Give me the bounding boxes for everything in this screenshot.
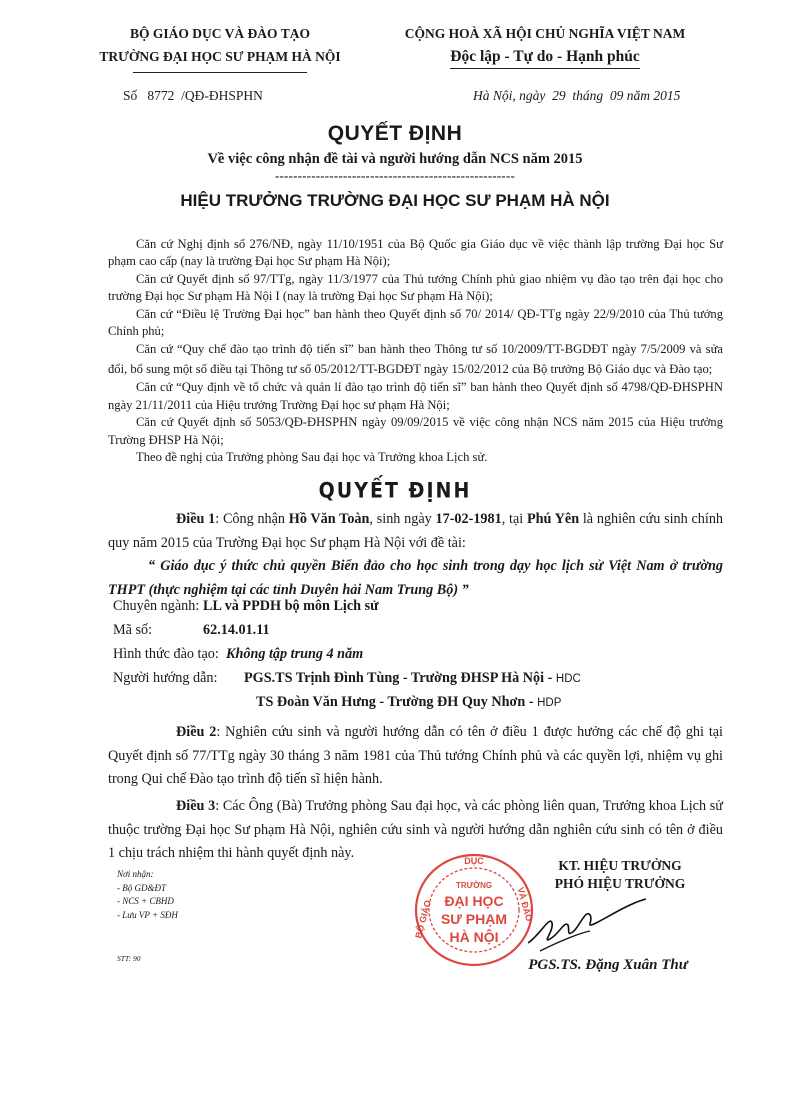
svg-text:VÀ ĐÀO: VÀ ĐÀO	[515, 886, 535, 923]
text: , sinh ngày	[369, 511, 436, 527]
student-name: Hồ Văn Toàn	[288, 511, 370, 527]
university-name: TRƯỜNG ĐẠI HỌC SƯ PHẠM HÀ NỘI	[99, 49, 341, 64]
svg-text:SƯ PHẠM: SƯ PHẠM	[440, 911, 508, 927]
thesis-title: “ Giáo dục ý thức chủ quyền Biển đảo cho học sinh trong dạy học lịch sử Việt Nam ở trường THPT (thực nghiệm tại các tỉnh Duyên hải Nam Trung Bộ) ”	[108, 558, 723, 598]
training-mode-label: Hình thức đào tạo:	[113, 646, 219, 662]
svg-text:HÀ NỘI: HÀ NỘI	[449, 929, 499, 945]
advisor-role: HDP	[537, 697, 562, 709]
text: : Công nhận	[215, 511, 289, 527]
training-mode-row	[113, 646, 364, 663]
article-text: : Nghiên cứu sinh và người hướng dẫn có tên ở điều 1 được hưởng các chế độ ghi tại Quyết định số 77/TTg ngày 30 tháng 3 năm 1981 của Thủ tướng Chính phủ và các quyền lợi, nhiệm vụ ghi trong Qui chế Đào tạo trình độ tiến sĩ hiện hành.	[108, 724, 724, 787]
basis-item: Căn cứ Quyết định số 97/TTg, ngày 11/3/1977 của Thủ tướng Chính phủ giao nhiệm vụ đào tạo trên đại học cho trường Đại học Sư phạm Hà Nội I (nay là trường Đại học Sư phạm Hà Nội);	[108, 271, 723, 304]
serial-number: STT: 90	[117, 954, 141, 963]
recipients	[117, 868, 178, 922]
basis-item: Căn cứ Quyết định số 5053/QĐ-ĐHSPHN ngày 09/09/2015 về việc công nhận NCS năm 2015 của Hiệu trưởng Trường ĐHSP Hà Nội;	[108, 415, 723, 447]
advisor-primary	[244, 670, 581, 687]
issuing-officer-title: HIỆU TRƯỞNG TRƯỜNG ĐẠI HỌC SƯ PHẠM HÀ NỘI	[180, 191, 610, 210]
advisor-secondary	[256, 694, 561, 711]
document-number: Số 8772 /QĐ-ĐHSPHN	[123, 88, 263, 103]
text: , tại	[501, 511, 527, 527]
code-label: Mã số:	[113, 622, 153, 638]
code-row	[113, 622, 270, 639]
basis-item: Theo đề nghị của Trưởng phòng Sau đại học và Trưởng khoa Lịch sử.	[136, 450, 488, 465]
article-label: Điều 2	[176, 724, 217, 740]
handwritten-signature-icon	[520, 895, 650, 955]
article-label: Điều 1	[176, 511, 216, 527]
country-name: CỘNG HOÀ XÃ HỘI CHỦ NGHĨA VIỆT NAM	[404, 26, 686, 41]
article-2	[108, 721, 723, 792]
article-1	[108, 508, 723, 602]
title-divider: -----------------------------------------------------	[274, 168, 516, 183]
article-label: Điều 3	[176, 798, 216, 814]
advisor-row	[113, 670, 581, 710]
svg-text:BỘ GIÁO: BỘ GIÁO	[413, 899, 433, 940]
basis-item: Căn cứ Nghị định số 276/NĐ, ngày 11/10/1951 của Bộ Quốc gia Giáo dục về việc thành lập trường Đại học Sư phạm cao cấp (nay là trường Đại học Sư phạm Hà Nội);	[108, 237, 723, 269]
issuing-authority	[80, 22, 360, 68]
advisor-name: PGS.TS Trịnh Đình Tùng - Trường ĐHSP Hà Nội -	[244, 670, 556, 686]
signature-line-2: PHÓ HIỆU TRƯỞNG	[554, 876, 686, 891]
svg-text:TRƯỜNG: TRƯỜNG	[455, 881, 493, 890]
article-text: : Các Ông (Bà) Trưởng phòng Sau đại học, và các phòng liên quan, Trưởng khoa Lịch sử thuộc trường Đại học Sư phạm Hà Nội, nghiên cứu sinh và người hướng dẫn nghiên cứu sinh có tên ở điều 1 chịu trách nhiệm thi hành quyết định này.	[108, 798, 723, 861]
training-mode-value: Không tập trung 4 năm	[226, 646, 364, 662]
basis-item: Căn cứ “Điều lệ Trường Đại học” ban hành theo Quyết định số 70/ 2014/ QĐ-TTg ngày 22/9/2010 của Thủ tướng Chính phủ;	[108, 306, 723, 339]
decision-heading: QUYẾT ĐỊNH	[318, 478, 472, 504]
advisor-role: HDC	[555, 673, 581, 685]
document-subject: Về việc công nhận đề tài và người hướng dẫn NCS năm 2015	[207, 151, 583, 167]
signature-title	[500, 857, 740, 893]
document-title: QUYẾT ĐỊNH	[327, 122, 463, 145]
national-header	[380, 22, 710, 69]
birthplace: Phú Yên	[526, 511, 580, 527]
advisor-label: Người hướng dẫn:	[113, 670, 218, 686]
ministry-name: BỘ GIÁO DỤC VÀ ĐÀO TẠO	[130, 26, 310, 41]
recipient: - NCS + CBHD	[117, 896, 174, 906]
code-value: 62.14.01.11	[203, 622, 270, 638]
legal-basis	[108, 236, 723, 466]
signer-name: PGS.TS. Đặng Xuân Thư	[528, 957, 688, 973]
date-of-birth: 17-02-1981	[435, 511, 502, 527]
basis-item: Căn cứ “Quy chế đào tạo trình độ tiến sĩ” ban hành theo Thông tư số 10/2009/TT-BGDĐT ngày 7/5/2009 và sửa đổi, bổ sung một số điều tại Thông tư số 05/2012/TT-BGDĐT ngày 15/02/2012 của Bộ trưởng Bộ Giáo dục và Đào tạo;	[108, 342, 723, 376]
advisor-name: TS Đoàn Văn Hưng - Trường ĐH Quy Nhơn -	[256, 694, 538, 710]
major-label: Chuyên ngành:	[113, 598, 200, 614]
recipient: - Lưu VP + SĐH	[117, 909, 178, 920]
basis-item: Căn cứ “Quy định về tổ chức và quản lí đào tạo trình độ tiến sĩ” ban hành theo Quyết định số 4798/QĐ-ĐHSPHN ngày 21/11/2011 của Hiệu trưởng Trường Đại học sư phạm Hà Nội;	[108, 380, 723, 412]
recipient: - Bộ GD&ĐT	[117, 882, 166, 893]
text: là nghiên cứu sinh chính quy năm 2015 của Trường Đại học Sư phạm Hà Nội với đề tài:	[108, 511, 724, 551]
svg-text:DỤC: DỤC	[464, 856, 484, 866]
recipients-label: Nơi nhận:	[117, 869, 154, 879]
header-divider	[133, 72, 307, 73]
svg-text:ĐẠI HỌC: ĐẠI HỌC	[444, 893, 504, 909]
signature-line-1: KT. HIỆU TRƯỞNG	[558, 858, 682, 873]
major-row	[113, 598, 379, 615]
major-value: LL và PPDH bộ môn Lịch sử	[203, 598, 379, 614]
national-motto: Độc lập - Tự do - Hạnh phúc	[450, 46, 639, 69]
document-date: Hà Nội, ngày 29 tháng 09 năm 2015	[473, 88, 681, 103]
